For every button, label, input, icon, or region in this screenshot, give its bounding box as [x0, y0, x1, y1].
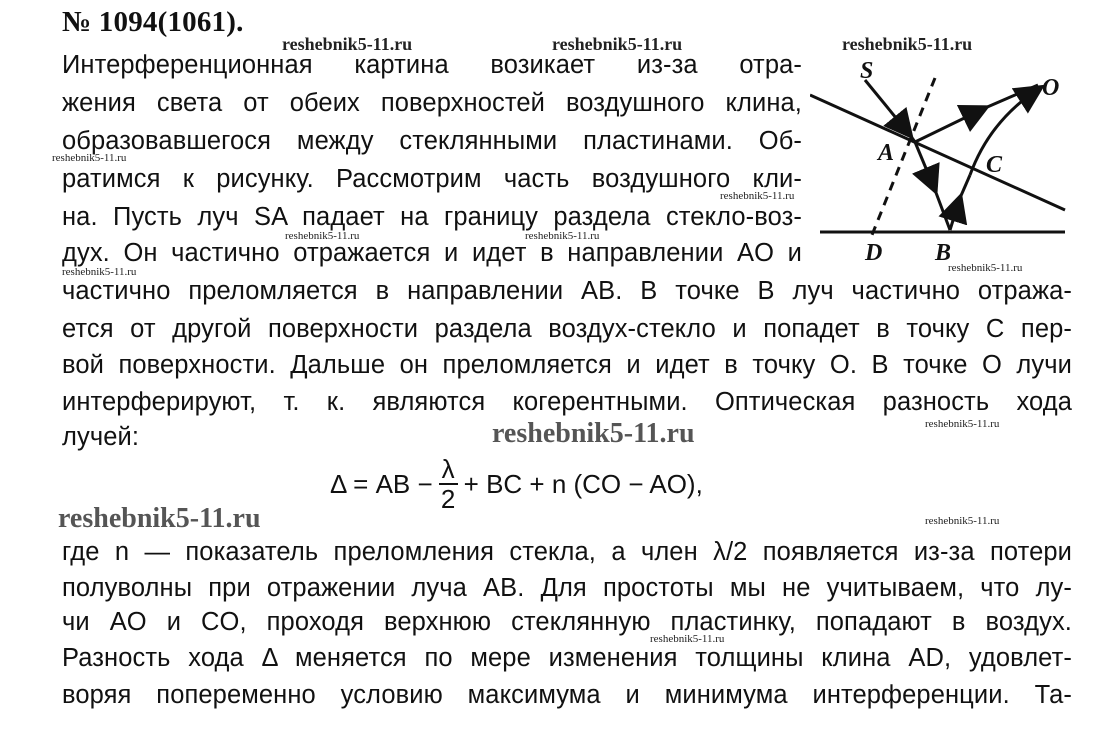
watermark: reshebnik5-11.ru: [525, 230, 600, 242]
label-a: A: [878, 140, 895, 166]
watermark: reshebnik5-11.ru: [720, 190, 795, 202]
ray-bc: [950, 198, 960, 230]
watermark: reshebnik5-11.ru: [650, 633, 725, 645]
text-line-13: полуволны при отражении луча AB. Для простоты мы не учитываем, что лу-: [62, 574, 1072, 602]
label-o: O: [1042, 75, 1060, 101]
watermark: reshebnik5-11.ru: [925, 515, 1000, 527]
path-difference-formula: [330, 455, 703, 513]
watermark: reshebnik5-11.ru: [58, 503, 261, 534]
text-line-15: Разность хода Δ меняется по мере изменения толщины клина AD, удовлет-: [62, 644, 1072, 672]
ray-bc-end: [960, 175, 970, 198]
text-line-12: где n — показатель преломления стекла, а член λ/2 появляется из-за потери: [62, 538, 1072, 566]
watermark: reshebnik5-11.ru: [842, 34, 973, 54]
formula-denominator: 2: [440, 484, 456, 514]
watermark: reshebnik5-11.ru: [492, 418, 695, 449]
text-line-3: образовавшегося между стеклянными пластинами. Об-: [62, 127, 802, 155]
text-line-2: жения света от обеих поверхностей воздушного клина,: [62, 89, 802, 117]
text-line-8: ется от другой поверхности раздела воздух-стекло и попадет в точку C пер-: [62, 315, 1072, 343]
text-line-6: дух. Он частично отражается и идет в направлении AO и: [62, 239, 802, 267]
label-d: D: [865, 240, 883, 266]
problem-number: № 1094(1061).: [62, 6, 244, 38]
text-line-14: чи AO и CO, проходя верхнюю стеклянную пластинку, попадают в воздух.: [62, 608, 1072, 636]
watermark: reshebnik5-11.ru: [52, 152, 127, 164]
watermark: reshebnik5-11.ru: [62, 266, 137, 278]
watermark: reshebnik5-11.ru: [552, 34, 683, 54]
text-line-5: на. Пусть луч SA падает на границу раздела стекло-воз-: [62, 203, 802, 231]
formula-right: + BC + n (CO − AO),: [463, 468, 703, 499]
formula-left: Δ = AB −: [330, 468, 433, 499]
label-s: S: [860, 58, 874, 84]
watermark: reshebnik5-11.ru: [948, 262, 1023, 274]
watermark: reshebnik5-11.ru: [925, 418, 1000, 430]
text-line-11: лучей:: [62, 423, 140, 451]
text-line-10: интерферируют, т. к. являются когерентными. Оптическая разность хода: [62, 388, 1072, 416]
text-line-7: частично преломляется в направлении AB. В точке B луч частично отража-: [62, 277, 1072, 305]
label-b: B: [935, 240, 952, 266]
reflected-ray-ao: [915, 108, 985, 142]
text-line-4: ратимся к рисунку. Рассмотрим часть воздушного кли-: [62, 165, 802, 193]
incident-ray: [865, 80, 910, 135]
watermark: reshebnik5-11.ru: [285, 230, 360, 242]
formula-fraction: [439, 455, 458, 513]
label-c: C: [986, 152, 1003, 178]
formula-numerator: λ: [439, 455, 458, 485]
air-wedge-diagram: [810, 50, 1075, 270]
refracted-ray-ab-end: [935, 190, 950, 230]
text-line-16: воряя попеременно условию максимума и минимума интерференции. Та-: [62, 681, 1072, 709]
ray-co: [970, 88, 1040, 175]
watermark: reshebnik5-11.ru: [282, 34, 413, 54]
text-line-9: вой поверхности. Дальше он преломляется и идет в точку O. В точке O лучи: [62, 351, 1072, 379]
text-line-1: Интерференционная картина возикает из-за отра-: [62, 51, 802, 79]
